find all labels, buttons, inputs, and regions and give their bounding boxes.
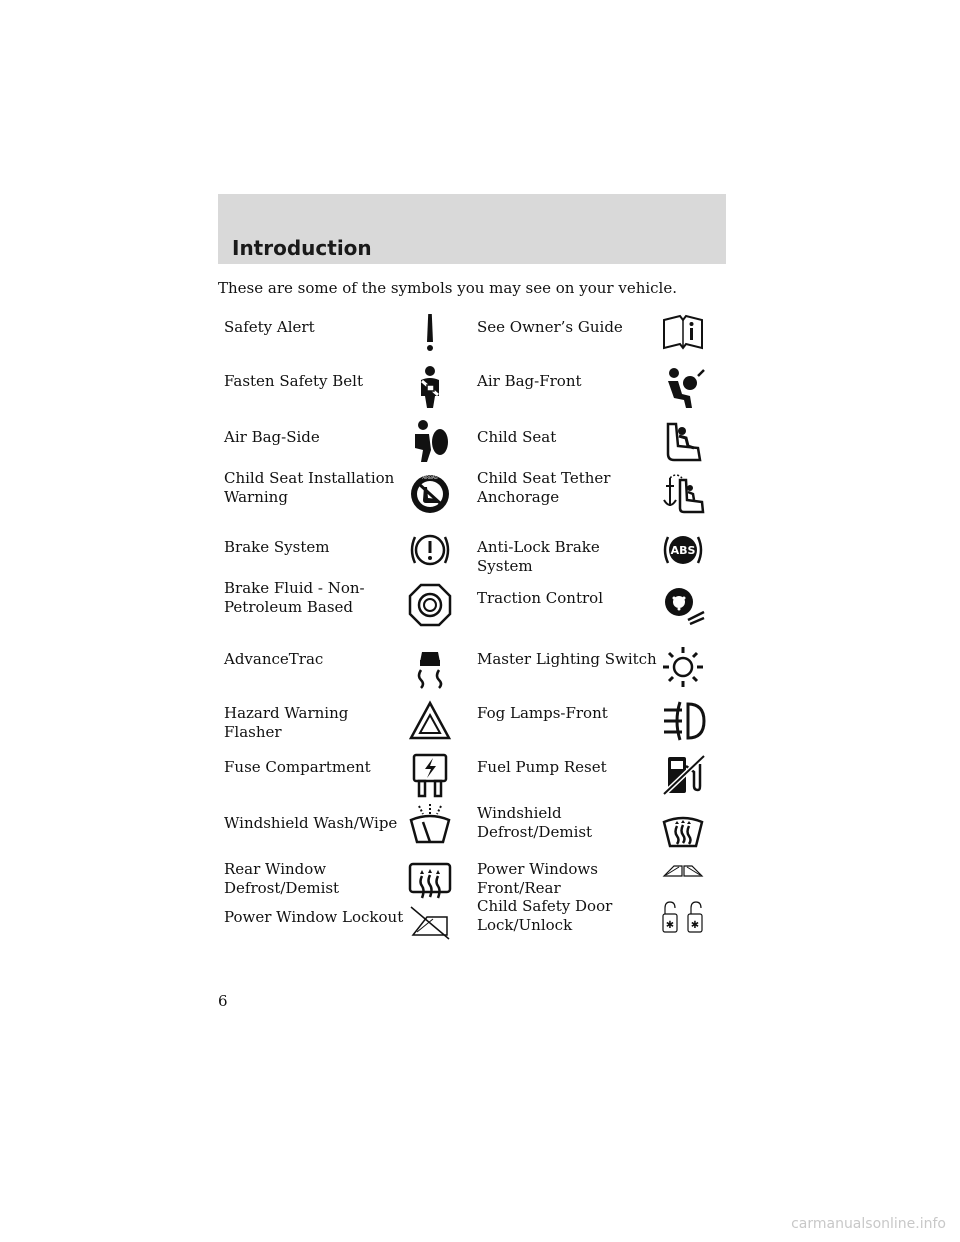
symbol-row bbox=[224, 698, 724, 752]
symbol-row bbox=[224, 470, 724, 530]
symbol-entry-fuel-pump-reset bbox=[477, 752, 727, 808]
symbol-label: Air Bag-Front bbox=[477, 372, 582, 390]
symbol-label: Master Lighting Switch bbox=[477, 650, 657, 668]
symbol-label: See Owner’s Guide bbox=[477, 318, 623, 336]
svg-text:ABS: ABS bbox=[670, 544, 696, 557]
symbol-label: Power Windows Front/Rear bbox=[477, 860, 598, 897]
svg-text:✱: ✱ bbox=[690, 920, 700, 931]
symbol-label: Child Safety Door Lock/Unlock bbox=[477, 897, 613, 934]
symbol-entry-brake-fluid bbox=[224, 580, 474, 644]
symbol-label: Brake System bbox=[224, 538, 330, 556]
symbol-label: Windshield Wash/Wipe bbox=[224, 814, 398, 832]
symbol-label: AdvanceTrac bbox=[224, 650, 324, 668]
symbol-label: Anti-Lock Brake System bbox=[477, 538, 600, 575]
symbol-entry-advancetrac bbox=[224, 644, 474, 698]
symbol-label: Fuel Pump Reset bbox=[477, 758, 607, 776]
symbol-entry-wash-wipe bbox=[224, 808, 474, 862]
symbol-entry-child-seat bbox=[477, 420, 727, 470]
symbol-row bbox=[224, 530, 724, 580]
fog-lamp-icon bbox=[660, 698, 706, 744]
child-lock-icon bbox=[660, 896, 716, 942]
symbol-label: Child Seat Tether Anchorage bbox=[477, 469, 611, 506]
brake-fluid-icon bbox=[407, 582, 453, 628]
symbol-entry-seat-belt bbox=[224, 364, 474, 420]
power-windows-icon bbox=[660, 850, 706, 896]
rear-defrost-icon bbox=[407, 858, 453, 904]
symbol-label: Child Seat bbox=[477, 428, 557, 446]
symbol-entry-abs bbox=[477, 530, 727, 580]
symbol-label: Traction Control bbox=[477, 589, 603, 607]
symbol-label: Brake Fluid - Non-Petroleum Based bbox=[224, 579, 365, 616]
child-seat-warning-icon bbox=[407, 470, 453, 516]
symbol-entry-safety-alert bbox=[224, 310, 474, 364]
symbol-row bbox=[224, 310, 724, 364]
brake-system-icon bbox=[407, 527, 453, 573]
site-watermark: carmanualsonline.info bbox=[791, 1216, 946, 1232]
svg-text:✱: ✱ bbox=[665, 920, 675, 931]
symbol-label: Air Bag-Side bbox=[224, 428, 320, 446]
hazard-icon bbox=[407, 698, 453, 744]
symbol-label: Power Window Lockout bbox=[224, 908, 404, 926]
symbol-label: Hazard Warning Flasher bbox=[224, 704, 349, 741]
symbol-entry-airbag-side bbox=[224, 420, 474, 470]
lighting-switch-icon bbox=[660, 644, 706, 690]
svg-text:AIRBAG: AIRBAG bbox=[422, 475, 438, 480]
airbag-side-icon bbox=[407, 418, 453, 464]
header-band bbox=[218, 194, 726, 264]
seat-belt-icon bbox=[407, 364, 453, 410]
fuse-icon bbox=[407, 752, 453, 798]
symbol-entry-tether-anchorage bbox=[477, 470, 727, 530]
symbol-entry-fog-lamps bbox=[477, 698, 727, 752]
symbol-row bbox=[224, 364, 724, 420]
window-lockout-icon bbox=[407, 899, 453, 945]
wash-wipe-icon bbox=[407, 802, 453, 848]
fuel-pump-reset-icon bbox=[660, 752, 706, 798]
page-title: Introduction bbox=[232, 236, 372, 260]
abs-icon bbox=[660, 527, 706, 573]
page-number: 6 bbox=[218, 992, 228, 1010]
symbol-entry-child-seat-warning bbox=[224, 470, 474, 530]
symbol-label: Windshield Defrost/Demist bbox=[477, 804, 593, 841]
symbol-row bbox=[224, 804, 724, 862]
symbol-label: Fasten Safety Belt bbox=[224, 372, 364, 390]
symbol-label: Rear Window Defrost/Demist bbox=[224, 860, 340, 897]
symbol-row bbox=[224, 644, 724, 698]
traction-control-icon bbox=[660, 582, 706, 628]
symbols-table bbox=[224, 310, 724, 962]
owners-guide-icon bbox=[660, 310, 706, 356]
symbol-entry-hazard bbox=[224, 698, 474, 752]
tether-anchor-icon bbox=[660, 470, 706, 516]
symbol-label: Fuse Compartment bbox=[224, 758, 371, 776]
symbol-entry-traction-control bbox=[477, 580, 727, 644]
symbol-entry-fuse bbox=[224, 752, 474, 808]
symbol-label: Safety Alert bbox=[224, 318, 315, 336]
symbol-row bbox=[224, 897, 724, 962]
child-seat-icon bbox=[660, 418, 706, 464]
symbol-label: Child Seat Installation Warning bbox=[224, 469, 395, 506]
symbol-label: Fog Lamps-Front bbox=[477, 704, 608, 722]
symbol-entry-child-lock bbox=[477, 897, 727, 962]
symbol-entry-window-lockout bbox=[224, 908, 474, 962]
airbag-front-icon bbox=[660, 364, 706, 410]
symbol-row bbox=[224, 580, 724, 644]
advancetrac-icon bbox=[407, 644, 453, 690]
intro-text: These are some of the symbols you may see on your vehicle. bbox=[218, 279, 677, 297]
symbol-row bbox=[224, 752, 724, 808]
symbol-entry-master-lighting bbox=[477, 644, 727, 698]
symbol-entry-owners-guide bbox=[477, 310, 727, 364]
symbol-row bbox=[224, 420, 724, 470]
symbol-entry-airbag-front bbox=[477, 364, 727, 420]
warning-triangle-icon bbox=[407, 310, 453, 356]
symbol-entry-brake-system bbox=[224, 530, 474, 580]
